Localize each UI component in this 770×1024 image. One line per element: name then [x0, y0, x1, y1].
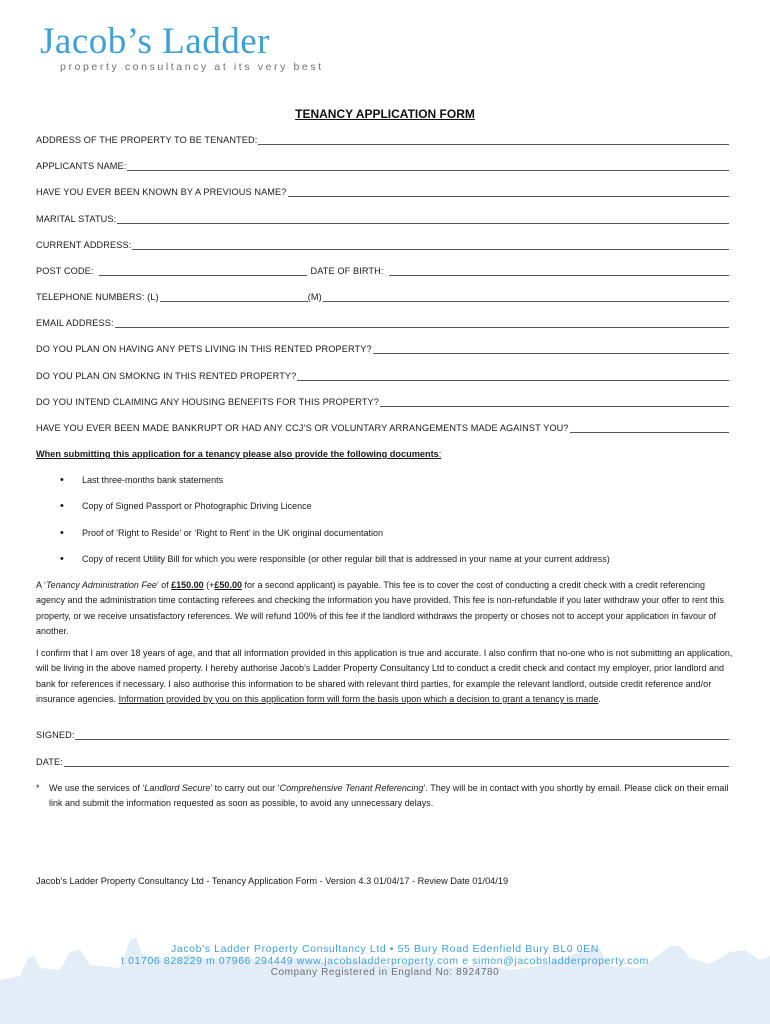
list-item [60, 554, 610, 564]
list-item [60, 501, 312, 511]
document-item: Proof of ‘Right to Reside’ or ‘Right to Rent’ in the UK original documentation [82, 528, 383, 538]
field-previous-name [36, 187, 729, 197]
document-item: Copy of recent Utility Bill for which you were responsible (or other regular bill that is addressed in your name at your current address) [82, 554, 610, 564]
field-label: SIGNED: [36, 730, 75, 740]
field-label: DO YOU INTEND CLAIMING ANY HOUSING BENEFITS FOR THIS PROPERTY? [36, 397, 379, 407]
fee-amount: £150.00 [171, 580, 204, 590]
referencing-note: * We use the services of ‘Landlord Secure’ to carry out our ‘Comprehensive Tenant Referencing’. They will be in contact with you shortly by email. Please click on their email link and submit the information requested as soon as possible, to avoid any unnecessary delays. [36, 781, 733, 811]
mobile-input-line[interactable] [323, 293, 729, 302]
field-label: DATE: [36, 757, 63, 767]
field-marital-status [36, 214, 729, 224]
field-date [36, 757, 729, 767]
field-label: DO YOU PLAN ON SMOKNG IN THIS RENTED PROPERTY? [36, 371, 297, 381]
dob-input-line[interactable] [389, 267, 729, 276]
asterisk: * [36, 783, 40, 793]
applicants-input-line[interactable] [127, 162, 729, 171]
field-label: MARITAL STATUS: [36, 214, 117, 224]
benefits-input-line[interactable] [380, 398, 729, 407]
referencing-service: Landlord Secure [144, 783, 211, 793]
landline-input-line[interactable] [160, 293, 308, 302]
field-label: POST CODE: [36, 266, 94, 276]
footer-registration: Company Registered in England No: 8924780 [270, 967, 500, 978]
field-label: ADDRESS OF THE PROPERTY TO BE TENANTED: [36, 135, 258, 145]
address-input-line[interactable] [258, 136, 729, 145]
bullet-icon: • [60, 553, 64, 565]
list-item [60, 475, 223, 485]
postcode-input-line[interactable] [99, 267, 307, 276]
field-signed [36, 730, 729, 740]
field-label: EMAIL ADDRESS: [36, 318, 114, 328]
field-label: TELEPHONE NUMBERS: (L) [36, 292, 159, 302]
field-property-address [36, 135, 729, 145]
date-input-line[interactable] [64, 758, 729, 767]
field-label: DO YOU PLAN ON HAVING ANY PETS LIVING IN THIS RENTED PROPERTY? [36, 344, 372, 354]
field-label: HAVE YOU EVER BEEN KNOWN BY A PREVIOUS NAME? [36, 187, 287, 197]
documents-heading-colon: : [438, 449, 442, 459]
field-email [36, 318, 729, 328]
referencing-product: Comprehensive Tenant Referencing [279, 783, 424, 793]
list-item [60, 528, 383, 538]
field-bankrupt [36, 423, 729, 433]
field-applicants-name [36, 161, 729, 171]
footer-company-line: Jacob’s Ladder Property Consultancy Ltd • 55 Bury Road Edenfield Bury BL0 0EN [171, 943, 599, 955]
bankrupt-input-line[interactable] [570, 424, 729, 433]
fee-name: Tenancy Administration Fee [46, 580, 157, 590]
field-label: HAVE YOU EVER BEEN MADE BANKRUPT OR HAD ANY CCJ’S OR VOLUNTARY ARRANGEMENTS MADE AGAINST YOU? [36, 423, 569, 433]
bullet-icon: • [60, 500, 64, 512]
field-current-address [36, 240, 729, 250]
smoking-input-line[interactable] [297, 372, 729, 381]
current-address-input-line[interactable] [132, 241, 729, 250]
bullet-icon: • [60, 527, 64, 539]
bullet-icon: • [60, 474, 64, 486]
declaration-underlined: Information provided by you on this application form will form the basis upon which a decision to grant a tenancy is made [118, 693, 599, 704]
logo-name: Jacob’s Ladder [40, 21, 270, 62]
declaration-paragraph: I confirm that I am over 18 years of age, and that all information provided in this application is true and accurate. I also confirm that no-one who is not submitting an application, will be living in the above named property. I hereby authorise Jacob’s Ladder Property Consultancy Ltd to conduct a credit check and contact my employer, prior landlord and bank for references if necessary. I also authorise this information to be shared with relevant third parties, for example the relevant landlord, outside credit reference and/or insurance agencies. Information provided by you on this application form will form the basis upon which a decision to grant a tenancy is made. [36, 648, 733, 704]
field-telephone [36, 292, 729, 302]
form-version: Jacob’s Ladder Property Consultancy Ltd - Tenancy Application Form - Version 4.3 01/04/17 - Review Date 01/04/19 [36, 876, 509, 886]
documents-heading [36, 449, 441, 459]
document-item: Copy of Signed Passport or Photographic Driving Licence [82, 501, 312, 511]
logo-tagline: property consultancy at its very best [60, 61, 324, 73]
field-label: APPLICANTS NAME: [36, 161, 127, 171]
footer-contact-line: t 01706 828229 m 07966 294449 www.jacobsladderproperty.com e simon@jacobsladderproperty.com [121, 955, 649, 967]
marital-input-line[interactable] [117, 215, 729, 224]
field-label: CURRENT ADDRESS: [36, 240, 132, 250]
signature-input-line[interactable] [75, 731, 729, 740]
field-postcode-dob [36, 266, 729, 276]
fee-paragraph: A ‘Tenancy Administration Fee’ of £150.00 (+£50.00 for a second applicant) is payable. This fee is to cover the cost of conducting a credit check with a credit referencing agency and the administration time contacting referees and checking the information you have provided. This fee is non-refundable if you later withdraw your offer to rent this property, or we receive unsatisfactory references. We will refund 100% of this fee if the landlord withdraws the property or choses not to accept your application in favour of another. [36, 580, 725, 636]
company-logo [40, 22, 324, 73]
field-label: DATE OF BIRTH: [310, 266, 384, 276]
field-housing-benefits [36, 397, 729, 407]
form-title: TENANCY APPLICATION FORM [295, 107, 475, 121]
second-applicant-fee: £50.00 [214, 580, 242, 590]
previous-name-input-line[interactable] [288, 188, 730, 197]
pets-input-line[interactable] [373, 345, 729, 354]
field-label: (M) [307, 292, 322, 302]
field-pets [36, 344, 729, 354]
field-smoking [36, 371, 729, 381]
documents-heading-text: When submitting this application for a tenancy please also provide the following documents [36, 449, 439, 459]
document-item: Last three-months bank statements [82, 475, 224, 485]
email-input-line[interactable] [115, 319, 729, 328]
